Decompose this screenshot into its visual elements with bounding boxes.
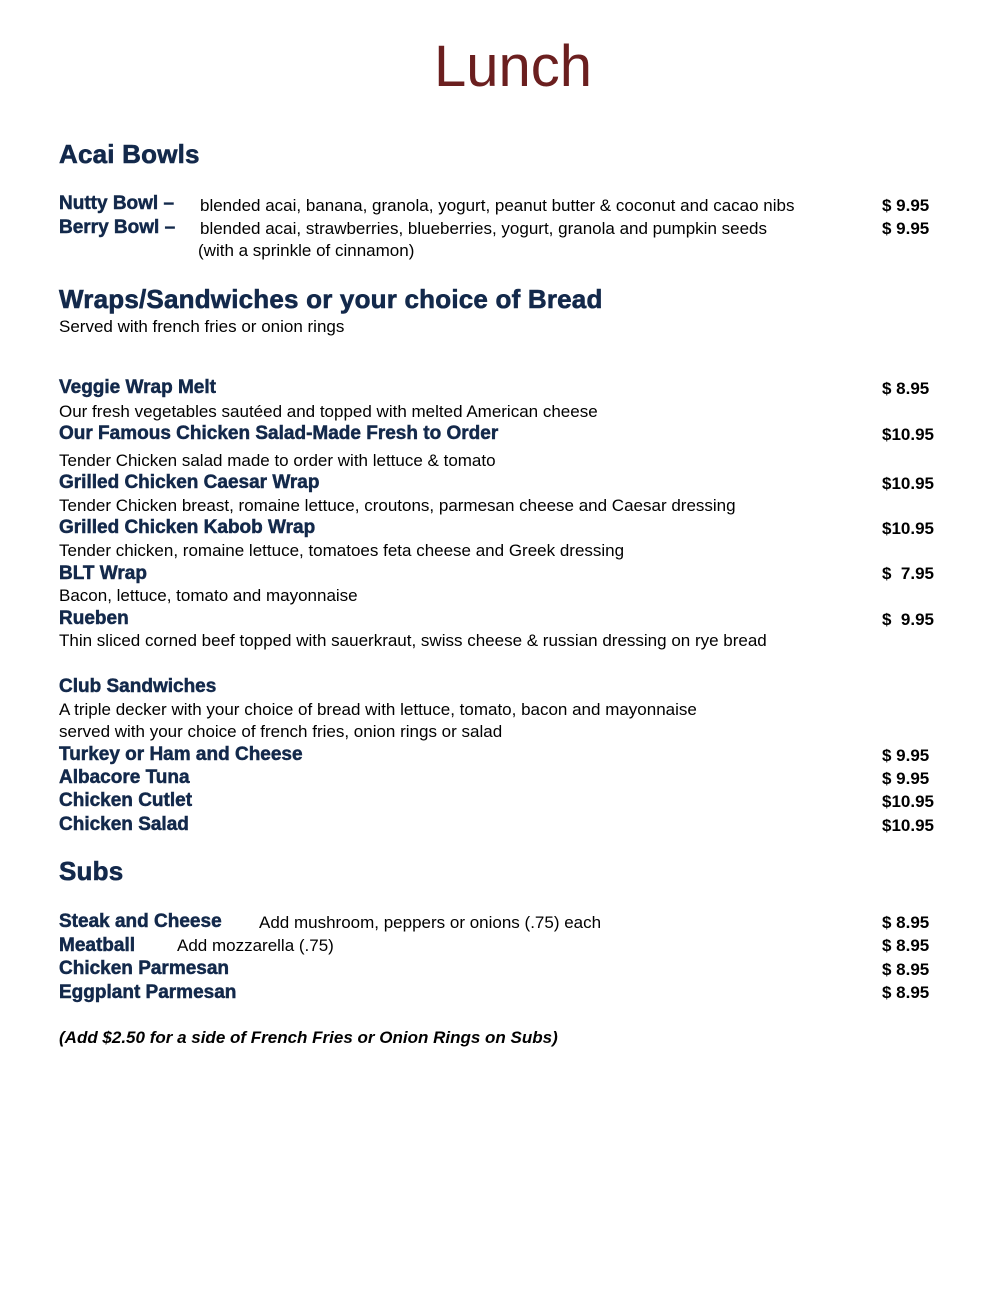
menu-item-price: $10.95 (882, 816, 934, 835)
menu-item-name: Berry Bowl – (59, 217, 176, 238)
menu-item-name: Veggie Wrap Melt (59, 377, 216, 398)
menu-item-price: $10.95 (882, 425, 934, 444)
menu-item-name: BLT Wrap (59, 563, 147, 584)
menu-item-description: Add mozzarella (.75) (177, 936, 334, 955)
section-heading-club-sandwiches: Club Sandwiches (59, 676, 217, 697)
menu-item-description: Tender chicken, romaine lettuce, tomatoes feta cheese and Greek dressing (59, 541, 625, 560)
menu-item-name: Nutty Bowl – (59, 193, 175, 214)
menu-item-price: $ 9.95 (882, 610, 934, 629)
menu-item-price: $ 9.95 (882, 196, 930, 215)
menu-item-description: Tender Chicken breast, romaine lettuce, croutons, parmesan cheese and Caesar dressing (59, 496, 736, 515)
menu-item-price: $ 8.95 (882, 913, 930, 932)
menu-item-price: $ 8.95 (882, 379, 930, 398)
menu-item-price: $ 8.95 (882, 960, 930, 979)
menu-item-price: $ 9.95 (882, 219, 930, 238)
menu-item-description: Our fresh vegetables sautéed and topped with melted American cheese (59, 402, 598, 421)
section-description: A triple decker with your choice of bread with lettuce, tomato, bacon and mayonnaise (59, 700, 697, 719)
menu-item-name: Eggplant Parmesan (59, 982, 237, 1003)
menu-item-name: Meatball (59, 935, 136, 956)
menu-item-price: $ 9.95 (882, 746, 930, 765)
menu-item-price: $ 7.95 (882, 564, 934, 583)
menu-item-description: Tender Chicken salad made to order with lettuce & tomato (59, 451, 496, 470)
menu-item-description: Bacon, lettuce, tomato and mayonnaise (59, 586, 358, 605)
menu-item-name: Rueben (59, 608, 129, 629)
menu-item-name: Turkey or Ham and Cheese (59, 744, 303, 765)
menu-item-name: Grilled Chicken Kabob Wrap (59, 517, 316, 538)
menu-item-description: blended acai, banana, granola, yogurt, peanut butter & coconut and cacao nibs (200, 196, 795, 215)
menu-item-name: Our Famous Chicken Salad-Made Fresh to Order (59, 423, 499, 444)
section-heading-subs: Subs (59, 856, 124, 886)
menu-item-price: $10.95 (882, 792, 934, 811)
menu-item-description: Thin sliced corned beef topped with sauerkraut, swiss cheese & russian dressing on rye bread (59, 631, 767, 650)
menu-item-price: $10.95 (882, 474, 934, 493)
menu-item-name: Chicken Cutlet (59, 790, 193, 811)
menu-item-price: $ 8.95 (882, 936, 930, 955)
menu-item-name: Chicken Salad (59, 814, 189, 835)
menu-item-price: $ 9.95 (882, 769, 930, 788)
menu-item-description: Add mushroom, peppers or onions (.75) each (259, 913, 602, 932)
section-heading-wraps-sandwiches: Wraps/Sandwiches or your choice of Bread (59, 284, 603, 314)
page-title: Lunch (433, 34, 593, 99)
section-description: served with your choice of french fries, onion rings or salad (59, 722, 503, 741)
section-subtitle: Served with french fries or onion rings (59, 317, 345, 336)
menu-item-name: Grilled Chicken Caesar Wrap (59, 472, 320, 493)
menu-item-name: Albacore Tuna (59, 767, 190, 788)
menu-item-description: blended acai, strawberries, blueberries, yogurt, granola and pumpkin seeds (200, 219, 767, 238)
section-heading-acai-bowls: Acai Bowls (59, 139, 200, 169)
menu-item-price: $10.95 (882, 519, 934, 538)
menu-item-price: $ 8.95 (882, 983, 930, 1002)
menu-item-description-extra: (with a sprinkle of cinnamon) (198, 241, 415, 260)
subs-side-note: (Add $2.50 for a side of French Fries or Onion Rings on Subs) (59, 1028, 558, 1047)
menu-item-name: Chicken Parmesan (59, 958, 230, 979)
menu-item-name: Steak and Cheese (59, 911, 222, 932)
